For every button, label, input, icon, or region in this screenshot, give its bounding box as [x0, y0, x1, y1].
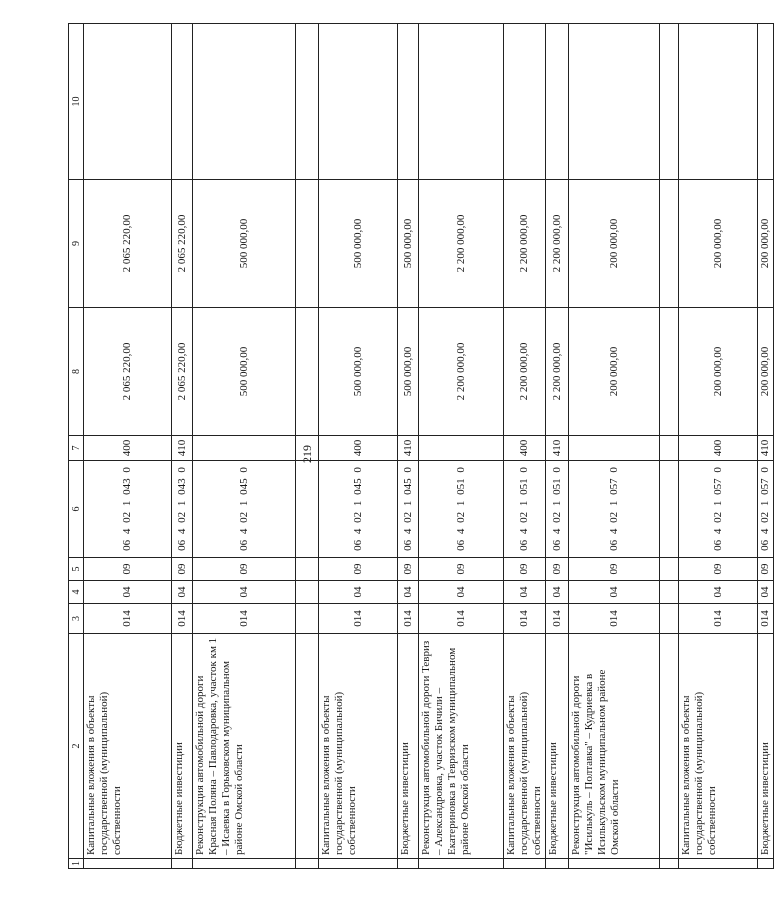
- cell-amount-10: [84, 24, 172, 180]
- cell-amount-10: [172, 24, 193, 180]
- cell-section: 04: [679, 581, 758, 604]
- cell-empty: [296, 436, 319, 461]
- cell-section: 04: [758, 581, 774, 604]
- cell-amount-8: 2 200 000,00: [419, 308, 504, 436]
- cell-1: [398, 859, 419, 869]
- cell-name: Бюджетные инвестиции: [758, 634, 774, 859]
- cell-target-code: 06 4 02 1 057 0: [569, 461, 660, 558]
- page-number: 219: [300, 445, 314, 463]
- cell-target-code: 06 4 02 1 045 0: [398, 461, 419, 558]
- cell-1: [679, 859, 758, 869]
- cell-empty: [660, 24, 679, 180]
- cell-empty: [660, 581, 679, 604]
- cell-amount-10: [504, 24, 546, 180]
- cell-empty: [296, 180, 319, 308]
- cell-admin-code: 014: [193, 604, 296, 634]
- cell-name: Реконструкция автомобильной дороги Красная Поляна – Павлодаровка, участок км 1 – Исаевка в Горьковском муниципальном районе Омской области: [193, 634, 296, 859]
- cell-target-code: 06 4 02 1 051 0: [504, 461, 546, 558]
- table-row: [398, 24, 419, 869]
- cell-subsection: 09: [398, 558, 419, 581]
- cell-amount-9: 500 000,00: [398, 180, 419, 308]
- table-row: [419, 24, 504, 869]
- cell-amount-8: 200 000,00: [679, 308, 758, 436]
- cell-section: 04: [319, 581, 398, 604]
- table-row-empty: [296, 24, 319, 869]
- cell-target-code: 06 4 02 1 057 0: [758, 461, 774, 558]
- header-col-3: 3: [69, 604, 84, 634]
- header-col-2: 2: [69, 634, 84, 859]
- cell-subsection: 09: [758, 558, 774, 581]
- budget-table-rotated: [68, 24, 771, 869]
- header-col-5: 5: [69, 558, 84, 581]
- cell-target-code: 06 4 02 1 057 0: [679, 461, 758, 558]
- cell-section: 04: [419, 581, 504, 604]
- cell-expense-type: [569, 436, 660, 461]
- cell-name: Бюджетные инвестиции: [398, 634, 419, 859]
- cell-admin-code: 014: [504, 604, 546, 634]
- cell-amount-8: 2 200 000,00: [546, 308, 569, 436]
- cell-empty: [296, 581, 319, 604]
- cell-amount-8: 500 000,00: [319, 308, 398, 436]
- cell-name: Реконструкция автомобильной дороги "Исилькуль – Полтавка" – Кудриевка в Исилькульском муниципальном районе Омской области: [569, 634, 660, 859]
- cell-amount-8: 2 065 220,00: [84, 308, 172, 436]
- cell-amount-8: 2 200 000,00: [504, 308, 546, 436]
- cell-empty: [660, 461, 679, 558]
- cell-amount-8: 200 000,00: [758, 308, 774, 436]
- cell-admin-code: 014: [172, 604, 193, 634]
- cell-subsection: 09: [419, 558, 504, 581]
- cell-1: [569, 859, 660, 869]
- cell-1: [419, 859, 504, 869]
- cell-expense-type: [419, 436, 504, 461]
- cell-section: 04: [172, 581, 193, 604]
- cell-target-code: 06 4 02 1 051 0: [419, 461, 504, 558]
- table-row: [193, 24, 296, 869]
- cell-empty: [660, 180, 679, 308]
- cell-empty: [296, 24, 319, 180]
- cell-name: Капитальные вложения в объекты государственной (муниципальной) собственности: [319, 634, 398, 859]
- cell-amount-8: 500 000,00: [398, 308, 419, 436]
- cell-amount-9: 500 000,00: [319, 180, 398, 308]
- header-col-1: 1: [69, 859, 84, 869]
- cell-name: Бюджетные инвестиции: [172, 634, 193, 859]
- cell-amount-10: [193, 24, 296, 180]
- cell-empty: [296, 461, 319, 558]
- cell-expense-type: 410: [758, 436, 774, 461]
- cell-amount-10: [569, 24, 660, 180]
- header-col-7: 7: [69, 436, 84, 461]
- cell-admin-code: 014: [679, 604, 758, 634]
- cell-subsection: 09: [319, 558, 398, 581]
- cell-amount-9: 2 200 000,00: [546, 180, 569, 308]
- cell-1: [84, 859, 172, 869]
- cell-section: 04: [569, 581, 660, 604]
- cell-target-code: 06 4 02 1 043 0: [84, 461, 172, 558]
- cell-amount-9: 2 065 220,00: [172, 180, 193, 308]
- cell-amount-9: 200 000,00: [758, 180, 774, 308]
- cell-expense-type: 400: [84, 436, 172, 461]
- cell-subsection: 09: [84, 558, 172, 581]
- table-row: [504, 24, 546, 869]
- cell-empty: [660, 859, 679, 869]
- cell-target-code: 06 4 02 1 043 0: [172, 461, 193, 558]
- cell-admin-code: 014: [569, 604, 660, 634]
- cell-empty: [296, 308, 319, 436]
- cell-subsection: 09: [569, 558, 660, 581]
- cell-amount-9: 2 200 000,00: [419, 180, 504, 308]
- budget-table: [68, 23, 774, 869]
- cell-amount-10: [419, 24, 504, 180]
- cell-name: Капитальные вложения в объекты государственной (муниципальной) собственности: [679, 634, 758, 859]
- cell-empty: [660, 436, 679, 461]
- cell-1: [193, 859, 296, 869]
- cell-admin-code: 014: [398, 604, 419, 634]
- cell-section: 04: [398, 581, 419, 604]
- table-row: [319, 24, 398, 869]
- cell-amount-8: 200 000,00: [569, 308, 660, 436]
- header-col-4: 4: [69, 581, 84, 604]
- header-col-6: 6: [69, 461, 84, 558]
- cell-empty: [660, 634, 679, 859]
- cell-section: 04: [84, 581, 172, 604]
- cell-expense-type: 410: [546, 436, 569, 461]
- cell-admin-code: 014: [319, 604, 398, 634]
- header-col-10: 10: [69, 24, 84, 180]
- cell-expense-type: 400: [679, 436, 758, 461]
- cell-target-code: 06 4 02 1 045 0: [193, 461, 296, 558]
- cell-1: [758, 859, 774, 869]
- cell-admin-code: 014: [546, 604, 569, 634]
- cell-1: [319, 859, 398, 869]
- cell-section: 04: [504, 581, 546, 604]
- cell-amount-10: [398, 24, 419, 180]
- cell-subsection: 09: [172, 558, 193, 581]
- cell-expense-type: 400: [504, 436, 546, 461]
- cell-empty: [660, 558, 679, 581]
- cell-subsection: 09: [504, 558, 546, 581]
- cell-section: 04: [546, 581, 569, 604]
- cell-amount-8: 2 065 220,00: [172, 308, 193, 436]
- table-row-empty: [660, 24, 679, 869]
- cell-section: 04: [193, 581, 296, 604]
- cell-amount-10: [679, 24, 758, 180]
- cell-amount-8: 500 000,00: [193, 308, 296, 436]
- cell-empty: [660, 604, 679, 634]
- cell-empty: [296, 634, 319, 859]
- cell-admin-code: 014: [419, 604, 504, 634]
- cell-1: [504, 859, 546, 869]
- cell-name: Бюджетные инвестиции: [546, 634, 569, 859]
- cell-amount-9: 200 000,00: [679, 180, 758, 308]
- cell-empty: [296, 604, 319, 634]
- table-row: [569, 24, 660, 869]
- table-row: [758, 24, 774, 869]
- header-col-9: 9: [69, 180, 84, 308]
- cell-amount-10: [319, 24, 398, 180]
- cell-target-code: 06 4 02 1 051 0: [546, 461, 569, 558]
- table-row: [679, 24, 758, 869]
- cell-admin-code: 014: [758, 604, 774, 634]
- cell-amount-10: [546, 24, 569, 180]
- cell-1: [172, 859, 193, 869]
- cell-amount-9: 2 065 220,00: [84, 180, 172, 308]
- cell-amount-9: 500 000,00: [193, 180, 296, 308]
- cell-expense-type: [193, 436, 296, 461]
- cell-expense-type: 410: [172, 436, 193, 461]
- cell-admin-code: 014: [84, 604, 172, 634]
- cell-subsection: 09: [679, 558, 758, 581]
- cell-empty: [296, 859, 319, 869]
- cell-name: Реконструкция автомобильной дороги Тевриз – Александровка, участок Бичили – Екатериновка в Тевризском муниципальном районе Омской области: [419, 634, 504, 859]
- cell-1: [546, 859, 569, 869]
- cell-amount-9: 2 200 000,00: [504, 180, 546, 308]
- cell-target-code: 06 4 02 1 045 0: [319, 461, 398, 558]
- cell-empty: [296, 558, 319, 581]
- cell-subsection: 09: [546, 558, 569, 581]
- cell-expense-type: 410: [398, 436, 419, 461]
- cell-name: Капитальные вложения в объекты государственной (муниципальной) собственности: [84, 634, 172, 859]
- table-row: [172, 24, 193, 869]
- cell-empty: [660, 308, 679, 436]
- header-col-8: 8: [69, 308, 84, 436]
- cell-amount-9: 200 000,00: [569, 180, 660, 308]
- table-row: [84, 24, 172, 869]
- header-row: [69, 24, 84, 869]
- table-row: [546, 24, 569, 869]
- cell-name: Капитальные вложения в объекты государственной (муниципальной) собственности: [504, 634, 546, 859]
- cell-subsection: 09: [193, 558, 296, 581]
- cell-expense-type: 400: [319, 436, 398, 461]
- cell-amount-10: [758, 24, 774, 180]
